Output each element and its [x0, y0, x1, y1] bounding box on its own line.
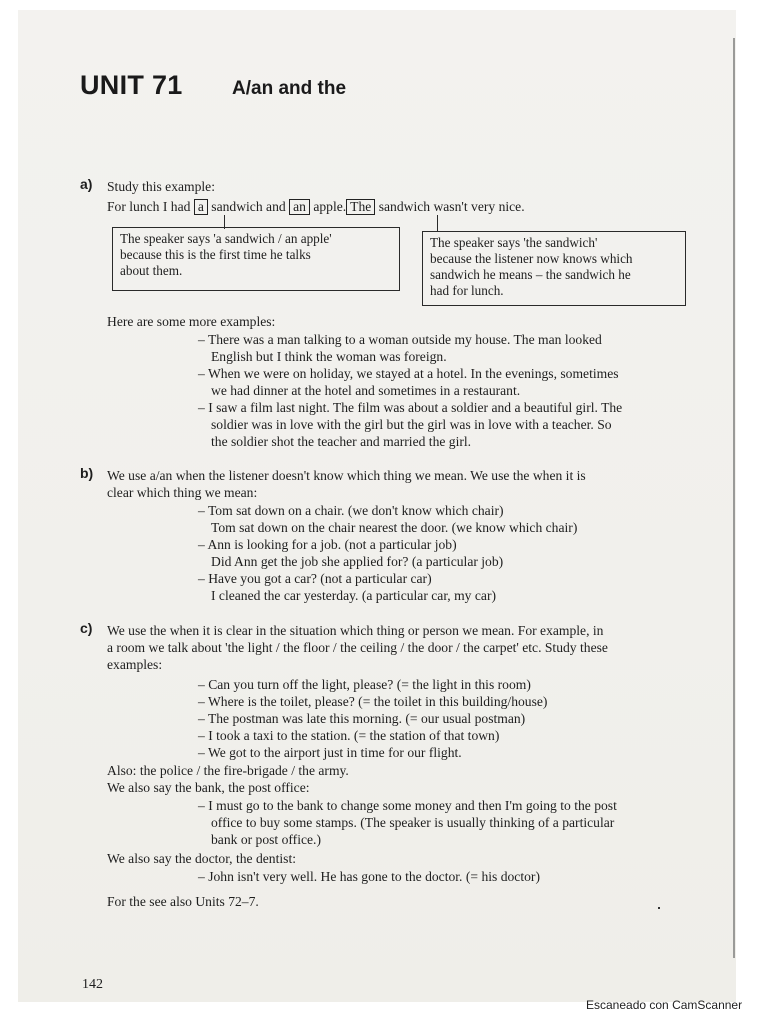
example-line: – Ann is looking for a job. (not a particular job): [198, 537, 457, 552]
unit-title: UNIT 71: [80, 70, 183, 100]
example-line: bank or post office.): [211, 832, 321, 847]
note-right-line: sandwich he means – the sandwich he: [430, 267, 631, 282]
also-doctor-note: We also say the doctor, the dentist:: [107, 851, 297, 866]
example-line: – Can you turn off the light, please? (= the light in this room): [198, 677, 531, 692]
example-line: Tom sat down on the chair nearest the door. (we know which chair): [211, 520, 578, 535]
example-box-the: The: [346, 199, 375, 215]
example-line: – Tom sat down on a chair. (we don't know which chair): [198, 503, 504, 518]
section-b-intro: clear which thing we mean:: [107, 485, 258, 500]
section-b-marker: b): [80, 465, 94, 481]
note-left-line: because this is the first time he talks: [120, 247, 311, 262]
example-line: – When we were on holiday, we stayed at a hotel. In the evenings, sometimes: [198, 366, 619, 381]
scan-speck: [658, 907, 660, 909]
note-right-line: had for lunch.: [430, 283, 504, 298]
section-c-marker: c): [80, 620, 93, 636]
connector-line-right: [437, 215, 438, 232]
section-c-intro: a room we talk about 'the light / the floor / the ceiling / the door / the carpet' etc. Study these: [107, 640, 608, 655]
example-line: office to buy some stamps. (The speaker is usually thinking of a particular: [211, 815, 615, 830]
scanner-watermark: Escaneado con CamScanner: [586, 998, 743, 1012]
section-a-marker: a): [80, 176, 93, 192]
more-examples-intro: Here are some more examples:: [107, 314, 276, 329]
section-c-intro: We use the when it is clear in the situation which thing or person we mean. For example, in: [107, 623, 604, 638]
note-right-line: The speaker says 'the sandwich': [430, 235, 598, 250]
section-a-example-sentence: [107, 198, 525, 215]
see-also-note: For the see also Units 72–7.: [107, 894, 259, 909]
example-box-an: an: [289, 199, 310, 215]
section-a-intro: Study this example:: [107, 179, 215, 194]
page-edge-shadow: [733, 38, 735, 958]
example-line: – I took a taxi to the station. (= the station of that town): [198, 728, 500, 743]
example-line: – John isn't very well. He has gone to the doctor. (= his doctor): [198, 869, 540, 884]
page-number: 142: [82, 977, 103, 992]
also-bank-note: We also say the bank, the post office:: [107, 780, 310, 795]
example-part-4: sandwich wasn't very nice.: [378, 199, 525, 214]
note-box-left: [112, 227, 400, 291]
example-line: – I saw a film last night. The film was about a soldier and a beautiful girl. The: [198, 400, 623, 415]
example-line: we had dinner at the hotel and sometimes in a restaurant.: [211, 383, 521, 398]
also-note: Also: the police / the fire-brigade / the army.: [107, 763, 349, 778]
note-right-line: because the listener now knows which: [430, 251, 633, 266]
example-part-1: For lunch I had: [107, 199, 191, 214]
example-line: the soldier shot the teacher and married the girl.: [211, 434, 472, 449]
section-b-intro: We use a/an when the listener doesn't know which thing we mean. We use the when it is: [107, 468, 586, 483]
section-c-intro: examples:: [107, 657, 163, 672]
note-box-right: [422, 231, 686, 306]
example-box-a: a: [194, 199, 208, 215]
unit-topic: A/an and the: [232, 78, 347, 99]
example-line: – The postman was late this morning. (= our usual postman): [198, 711, 526, 726]
example-line: I cleaned the car yesterday. (a particular car, my car): [211, 588, 496, 603]
example-line: English but I think the woman was foreign.: [211, 349, 447, 364]
example-line: – Where is the toilet, please? (= the toilet in this building/house): [198, 694, 548, 709]
example-line: soldier was in love with the girl but the girl was in love with a teacher. So: [211, 417, 612, 432]
example-line: – We got to the airport just in time for our flight.: [198, 745, 462, 760]
example-line: – Have you got a car? (not a particular car): [198, 571, 432, 586]
example-part-2: sandwich and: [211, 199, 286, 214]
example-part-3: apple.: [313, 199, 347, 214]
example-line: Did Ann get the job she applied for? (a particular job): [211, 554, 504, 569]
note-left-line: about them.: [120, 263, 183, 278]
note-left-line: The speaker says 'a sandwich / an apple': [120, 231, 332, 246]
example-line: – There was a man talking to a woman outside my house. The man looked: [198, 332, 602, 347]
example-line: – I must go to the bank to change some money and then I'm going to the post: [198, 798, 617, 813]
